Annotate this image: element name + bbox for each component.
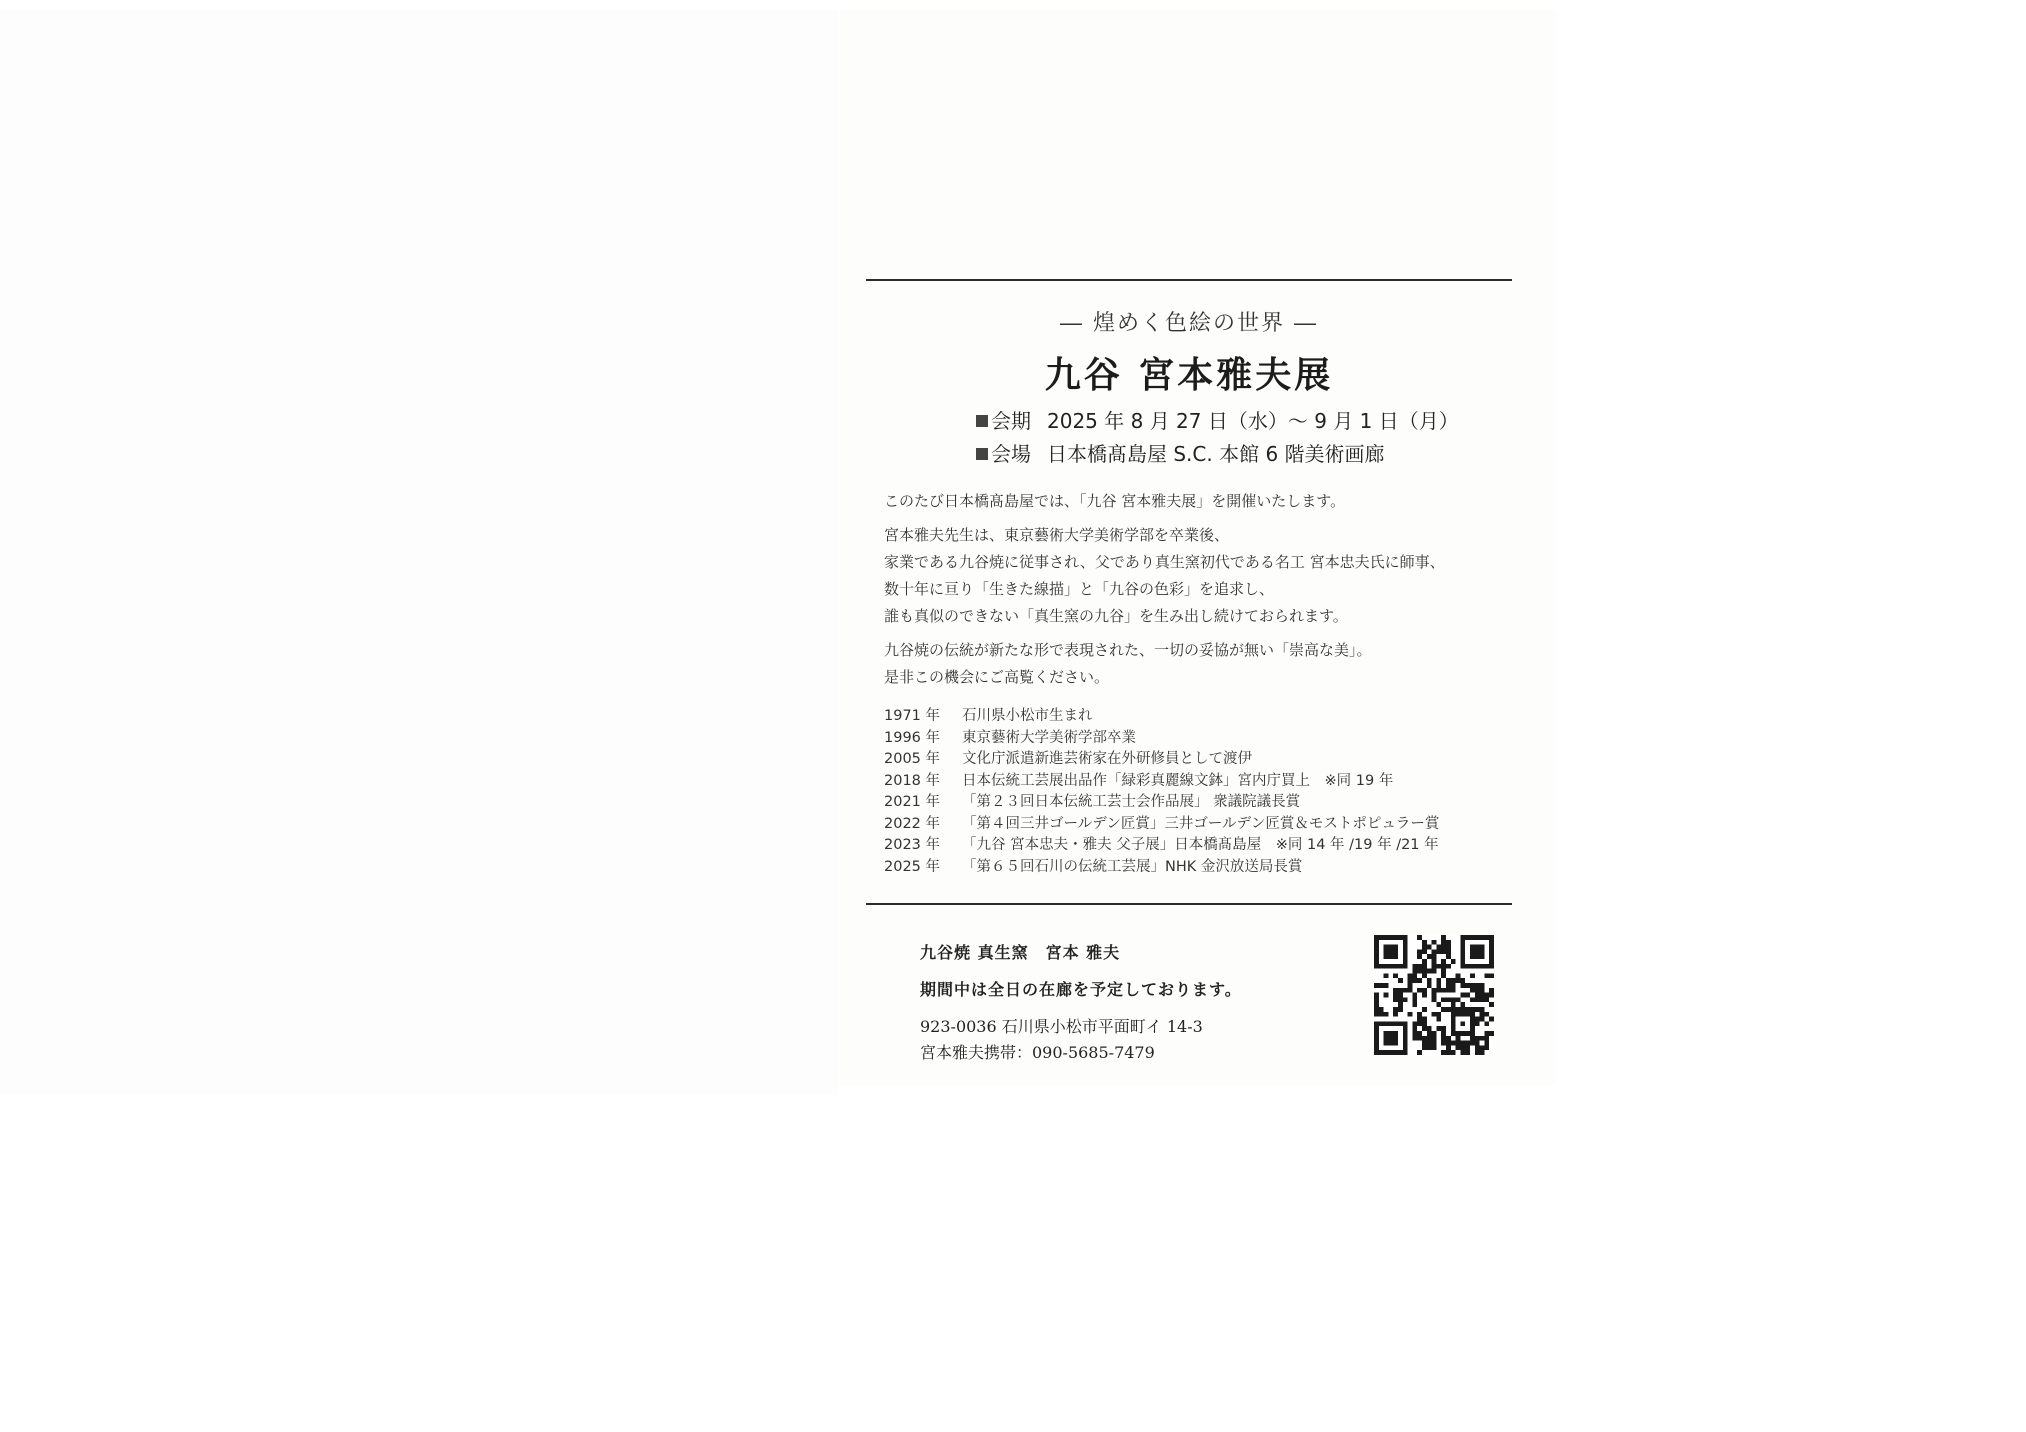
studio-name: 九谷焼 真生窯 宮本 雅夫	[920, 943, 1121, 962]
biography-event: 「第２３回日本伝統工芸士会作品展」 衆議院議長賞	[962, 794, 1301, 810]
biography-year: 1971 年	[884, 708, 941, 724]
subtitle: ― 煌めく色絵の世界 ―	[1060, 311, 1318, 336]
biography-row	[884, 771, 1534, 793]
biography-year: 2023 年	[884, 837, 941, 853]
biography-year: 2018 年	[884, 772, 941, 789]
period-label: 会期	[991, 409, 1031, 433]
biography-row	[884, 728, 1534, 750]
body-line: 宮本雅夫先生は、東京藝術大学美術学部を卒業後、	[884, 526, 1230, 544]
bullet-square-icon	[976, 415, 988, 427]
biography-row	[884, 857, 1534, 879]
introduction-text	[884, 488, 1524, 691]
venue-label: 会場	[991, 442, 1031, 466]
biography-row	[884, 814, 1534, 836]
biography-event: 「第６５回石川の伝統工芸展」NHK 金沢放送局長賞	[962, 858, 1303, 875]
biography-event: 石川県小松市生まれ	[962, 708, 1093, 724]
biography-event: 文化庁派遣新進芸術家在外研修員として渡伊	[962, 751, 1252, 767]
biography-row	[884, 749, 1534, 771]
qr-code-icon[interactable]	[1374, 935, 1494, 1055]
biography-event: 「第４回三井ゴールデン匠賞」三井ゴールデン匠賞＆モストポピュラー賞	[962, 815, 1440, 832]
postal-address: 923-0036 石川県小松市平面町イ 14-3	[920, 1017, 1203, 1036]
venue-value: 日本橋髙島屋 S.C. 本館 6 階美術画廊	[1047, 442, 1385, 466]
biography-year: 2021 年	[884, 794, 941, 810]
biography-row	[884, 792, 1534, 814]
biography-year: 1996 年	[884, 729, 941, 746]
biography-year: 2005 年	[884, 751, 941, 767]
invitation-card	[840, 10, 1556, 1085]
body-line: 誰も真似のできない「真生窯の九谷」を生み出し続けておられます。	[884, 607, 1348, 625]
biography-event: 「九谷 宮本忠夫・雅夫 父子展」日本橋髙島屋 ※同 14 年 /19 年 /21 年	[962, 837, 1439, 853]
biography-event: 東京藝術大学美術学部卒業	[962, 729, 1136, 746]
exhibition-title: 九谷 宮本雅夫展	[1044, 354, 1334, 396]
bullet-square-icon	[976, 448, 988, 460]
top-divider	[866, 279, 1512, 281]
phone-number: 宮本雅夫携帯：090-5685-7479	[920, 1043, 1155, 1062]
blank-left-page	[0, 10, 838, 1095]
biography-row	[884, 835, 1534, 857]
biography-event: 日本伝統工芸展出品作「緑彩真麗線文鉢」宮内庁買上 ※同 19 年	[962, 772, 1394, 789]
biography-year: 2025 年	[884, 858, 941, 875]
body-line: 是非この機会にご高覧ください。	[884, 668, 1110, 686]
attendance-notice: 期間中は全日の在廊を予定しております。	[920, 980, 1242, 999]
biography-year: 2022 年	[884, 815, 941, 832]
bottom-divider	[866, 903, 1512, 905]
body-line: 家業である九谷焼に従事され、父であり真生窯初代である名工 宮本忠夫氏に師事、	[884, 553, 1445, 571]
period-line	[976, 405, 1459, 434]
body-line: 数十年に亘り「生きた線描」と「九谷の色彩」を追求し、	[884, 580, 1275, 598]
venue-line	[976, 438, 1385, 467]
biography-list	[884, 706, 1534, 878]
body-line: 九谷焼の伝統が新たな形で表現された、一切の妥協が無い「崇高な美」。	[884, 641, 1372, 659]
biography-row	[884, 706, 1534, 728]
period-value: 2025 年 8 月 27 日（水）～ 9 月 1 日（月）	[1047, 409, 1459, 433]
body-line: このたび日本橋髙島屋では、「九谷 宮本雅夫展」を開催いたします。	[884, 492, 1346, 510]
